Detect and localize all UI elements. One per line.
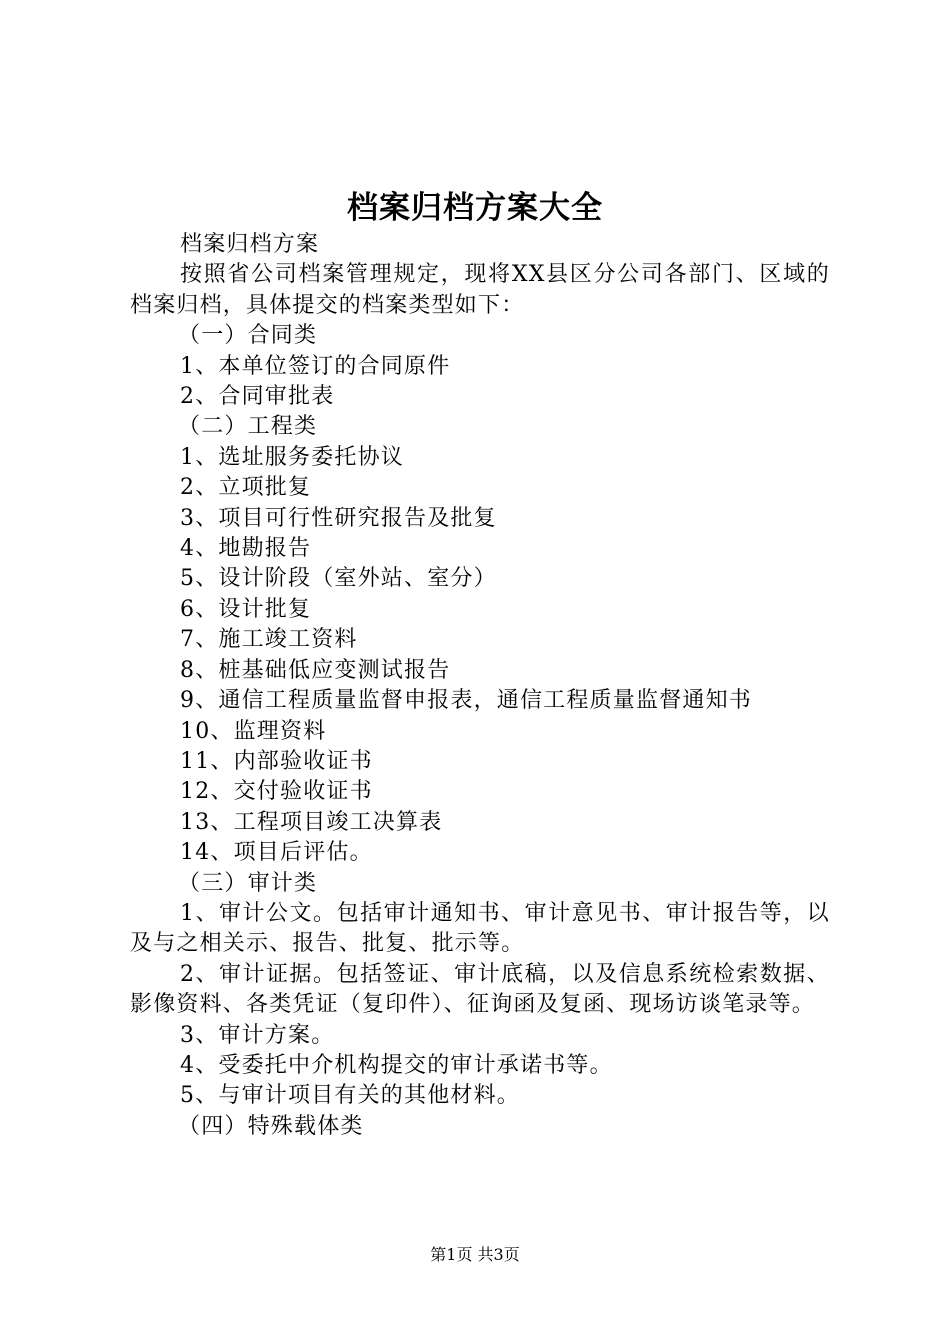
list-item: 3、审计方案。 <box>180 1022 335 1048</box>
list-item: 1、本单位签订的合同原件 <box>180 353 451 379</box>
paragraph-intro: 按照省公司档案管理规定，现将XX县区分公司各部门、区域的档案归档，具体提交的档案类型如下： <box>130 262 830 318</box>
list-item: 12、交付验收证书 <box>180 779 373 805</box>
list-item: 3、项目可行性研究报告及批复 <box>180 505 497 531</box>
list-item: 9、通信工程质量监督申报表，通信工程质量监督通知书 <box>180 688 752 714</box>
page-footer: 第1页 共3页 <box>430 1245 520 1264</box>
list-item: 4、地勘报告 <box>180 536 312 562</box>
document-title: 档案归档方案大全 <box>347 190 603 226</box>
list-item: 2、审计证据。包括签证、审计底稿，以及信息系统检索数据、影像资料、各类凭证（复印件）、征询函及复函、现场访谈笔录等。 <box>130 961 830 1018</box>
section-heading-audit: （三）审计类 <box>178 870 318 896</box>
section-heading-special-media: （四）特殊载体类 <box>178 1113 364 1139</box>
document-body <box>130 230 830 1142</box>
list-item: 1、审计公文。包括审计通知书、审计意见书、审计报告等，以及与之相关示、报告、批复、批示等。 <box>130 900 830 957</box>
paragraph-intro-title: 档案归档方案 <box>180 232 320 257</box>
list-item: 5、设计阶段（室外站、室分） <box>180 566 497 592</box>
section-heading-engineering: （二）工程类 <box>178 414 318 440</box>
list-item: 13、工程项目竣工决算表 <box>180 809 443 835</box>
list-item: 10、监理资料 <box>180 718 327 744</box>
list-item: 8、桩基础低应变测试报告 <box>180 657 451 683</box>
list-item: 2、立项批复 <box>180 475 312 501</box>
list-item: 5、与审计项目有关的其他材料。 <box>180 1083 520 1109</box>
section-heading-contracts: （一）合同类 <box>178 323 318 349</box>
list-item: 7、施工竣工资料 <box>180 627 358 653</box>
list-item: 14、项目后评估。 <box>180 840 373 866</box>
list-item: 11、内部验收证书 <box>180 748 373 774</box>
list-item: 4、受委托中介机构提交的审计承诺书等。 <box>180 1052 613 1078</box>
list-item: 6、设计批复 <box>180 596 312 622</box>
list-item: 1、选址服务委托协议 <box>180 444 404 470</box>
list-item: 2、合同审批表 <box>180 384 335 410</box>
